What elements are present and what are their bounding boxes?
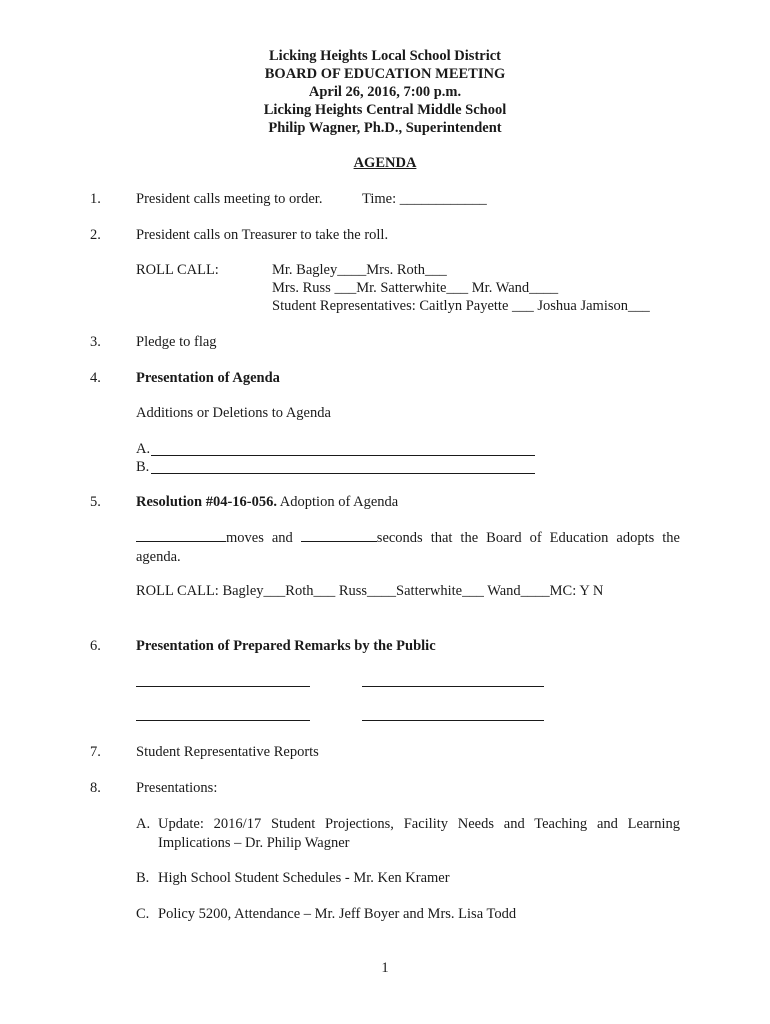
presentation-c-label: C. xyxy=(136,906,150,922)
roll-call-line-3: Student Representatives: Caitlyn Payette ___ Joshua Jamison___ xyxy=(272,298,650,314)
item-1-time: Time: ____________ xyxy=(362,191,487,207)
agenda-title: AGENDA xyxy=(353,155,417,171)
item-4-number: 4. xyxy=(90,370,101,386)
district-name: Licking Heights Local School District xyxy=(269,48,501,64)
public-remark-line-3 xyxy=(136,720,310,721)
motion-paragraph xyxy=(136,529,680,567)
presentation-b-text: High School Student Schedules - Mr. Ken Kramer xyxy=(158,870,450,886)
public-remark-line-1 xyxy=(136,686,310,687)
presentation-a-label: A. xyxy=(136,816,151,832)
roll-call-line-1: Mr. Bagley____Mrs. Roth___ xyxy=(272,262,447,278)
addition-b-label: B. xyxy=(136,459,150,475)
item-2-number: 2. xyxy=(90,227,101,243)
item-1-text: President calls meeting to order. xyxy=(136,191,323,207)
item-5-text xyxy=(136,493,398,511)
presentation-a-text: Update: 2016/17 Student Projections, Facility Needs and Teaching and Learning Implications – Dr. Philip Wagner xyxy=(158,816,680,851)
moves-text: moves and xyxy=(226,530,293,546)
item-5-number: 5. xyxy=(90,494,101,510)
item-3-number: 3. xyxy=(90,334,101,350)
item-4-text: Presentation of Agenda xyxy=(136,370,280,386)
presentation-c-text: Policy 5200, Attendance – Mr. Jeff Boyer and Mrs. Lisa Todd xyxy=(158,906,517,922)
item-6-number: 6. xyxy=(90,638,101,654)
item-2-text: President calls on Treasurer to take the roll. xyxy=(136,227,389,243)
presentation-b-label: B. xyxy=(136,870,150,886)
superintendent: Philip Wagner, Ph.D., Superintendent xyxy=(268,120,502,136)
addition-a-label: A. xyxy=(136,441,151,457)
resolution-roll-call: ROLL CALL: Bagley___Roth___ Russ____Satterwhite___ Wand____MC: Y N xyxy=(136,583,604,599)
meeting-name: BOARD OF EDUCATION MEETING xyxy=(264,66,506,82)
resolution-number: Resolution #04-16-056. xyxy=(136,494,277,510)
roll-call-label: ROLL CALL: xyxy=(136,262,219,278)
item-6-text: Presentation of Prepared Remarks by the Public xyxy=(136,638,436,654)
item-1-number: 1. xyxy=(90,191,101,207)
item-3-text: Pledge to flag xyxy=(136,334,217,350)
meeting-location: Licking Heights Central Middle School xyxy=(263,102,507,118)
addition-b-line xyxy=(151,473,535,474)
item-4-subtext: Additions or Deletions to Agenda xyxy=(136,405,331,421)
seconds-text: seconds that the Board of Education adopts the agenda. xyxy=(136,530,680,565)
addition-a-line xyxy=(151,455,535,456)
resolution-title: Adoption of Agenda xyxy=(276,494,399,510)
document-header xyxy=(0,47,770,137)
meeting-date: April 26, 2016, 7:00 p.m. xyxy=(308,84,462,100)
seconder-blank xyxy=(301,529,377,542)
item-8-number: 8. xyxy=(90,780,101,796)
page-number: 1 xyxy=(381,960,389,976)
public-remark-line-2 xyxy=(362,686,544,687)
item-8-text: Presentations: xyxy=(136,780,218,796)
item-7-number: 7. xyxy=(90,744,101,760)
public-remark-line-4 xyxy=(362,720,544,721)
item-7-text: Student Representative Reports xyxy=(136,744,319,760)
roll-call-line-2: Mrs. Russ ___Mr. Satterwhite___ Mr. Wand____ xyxy=(272,280,559,296)
mover-blank xyxy=(136,529,226,542)
